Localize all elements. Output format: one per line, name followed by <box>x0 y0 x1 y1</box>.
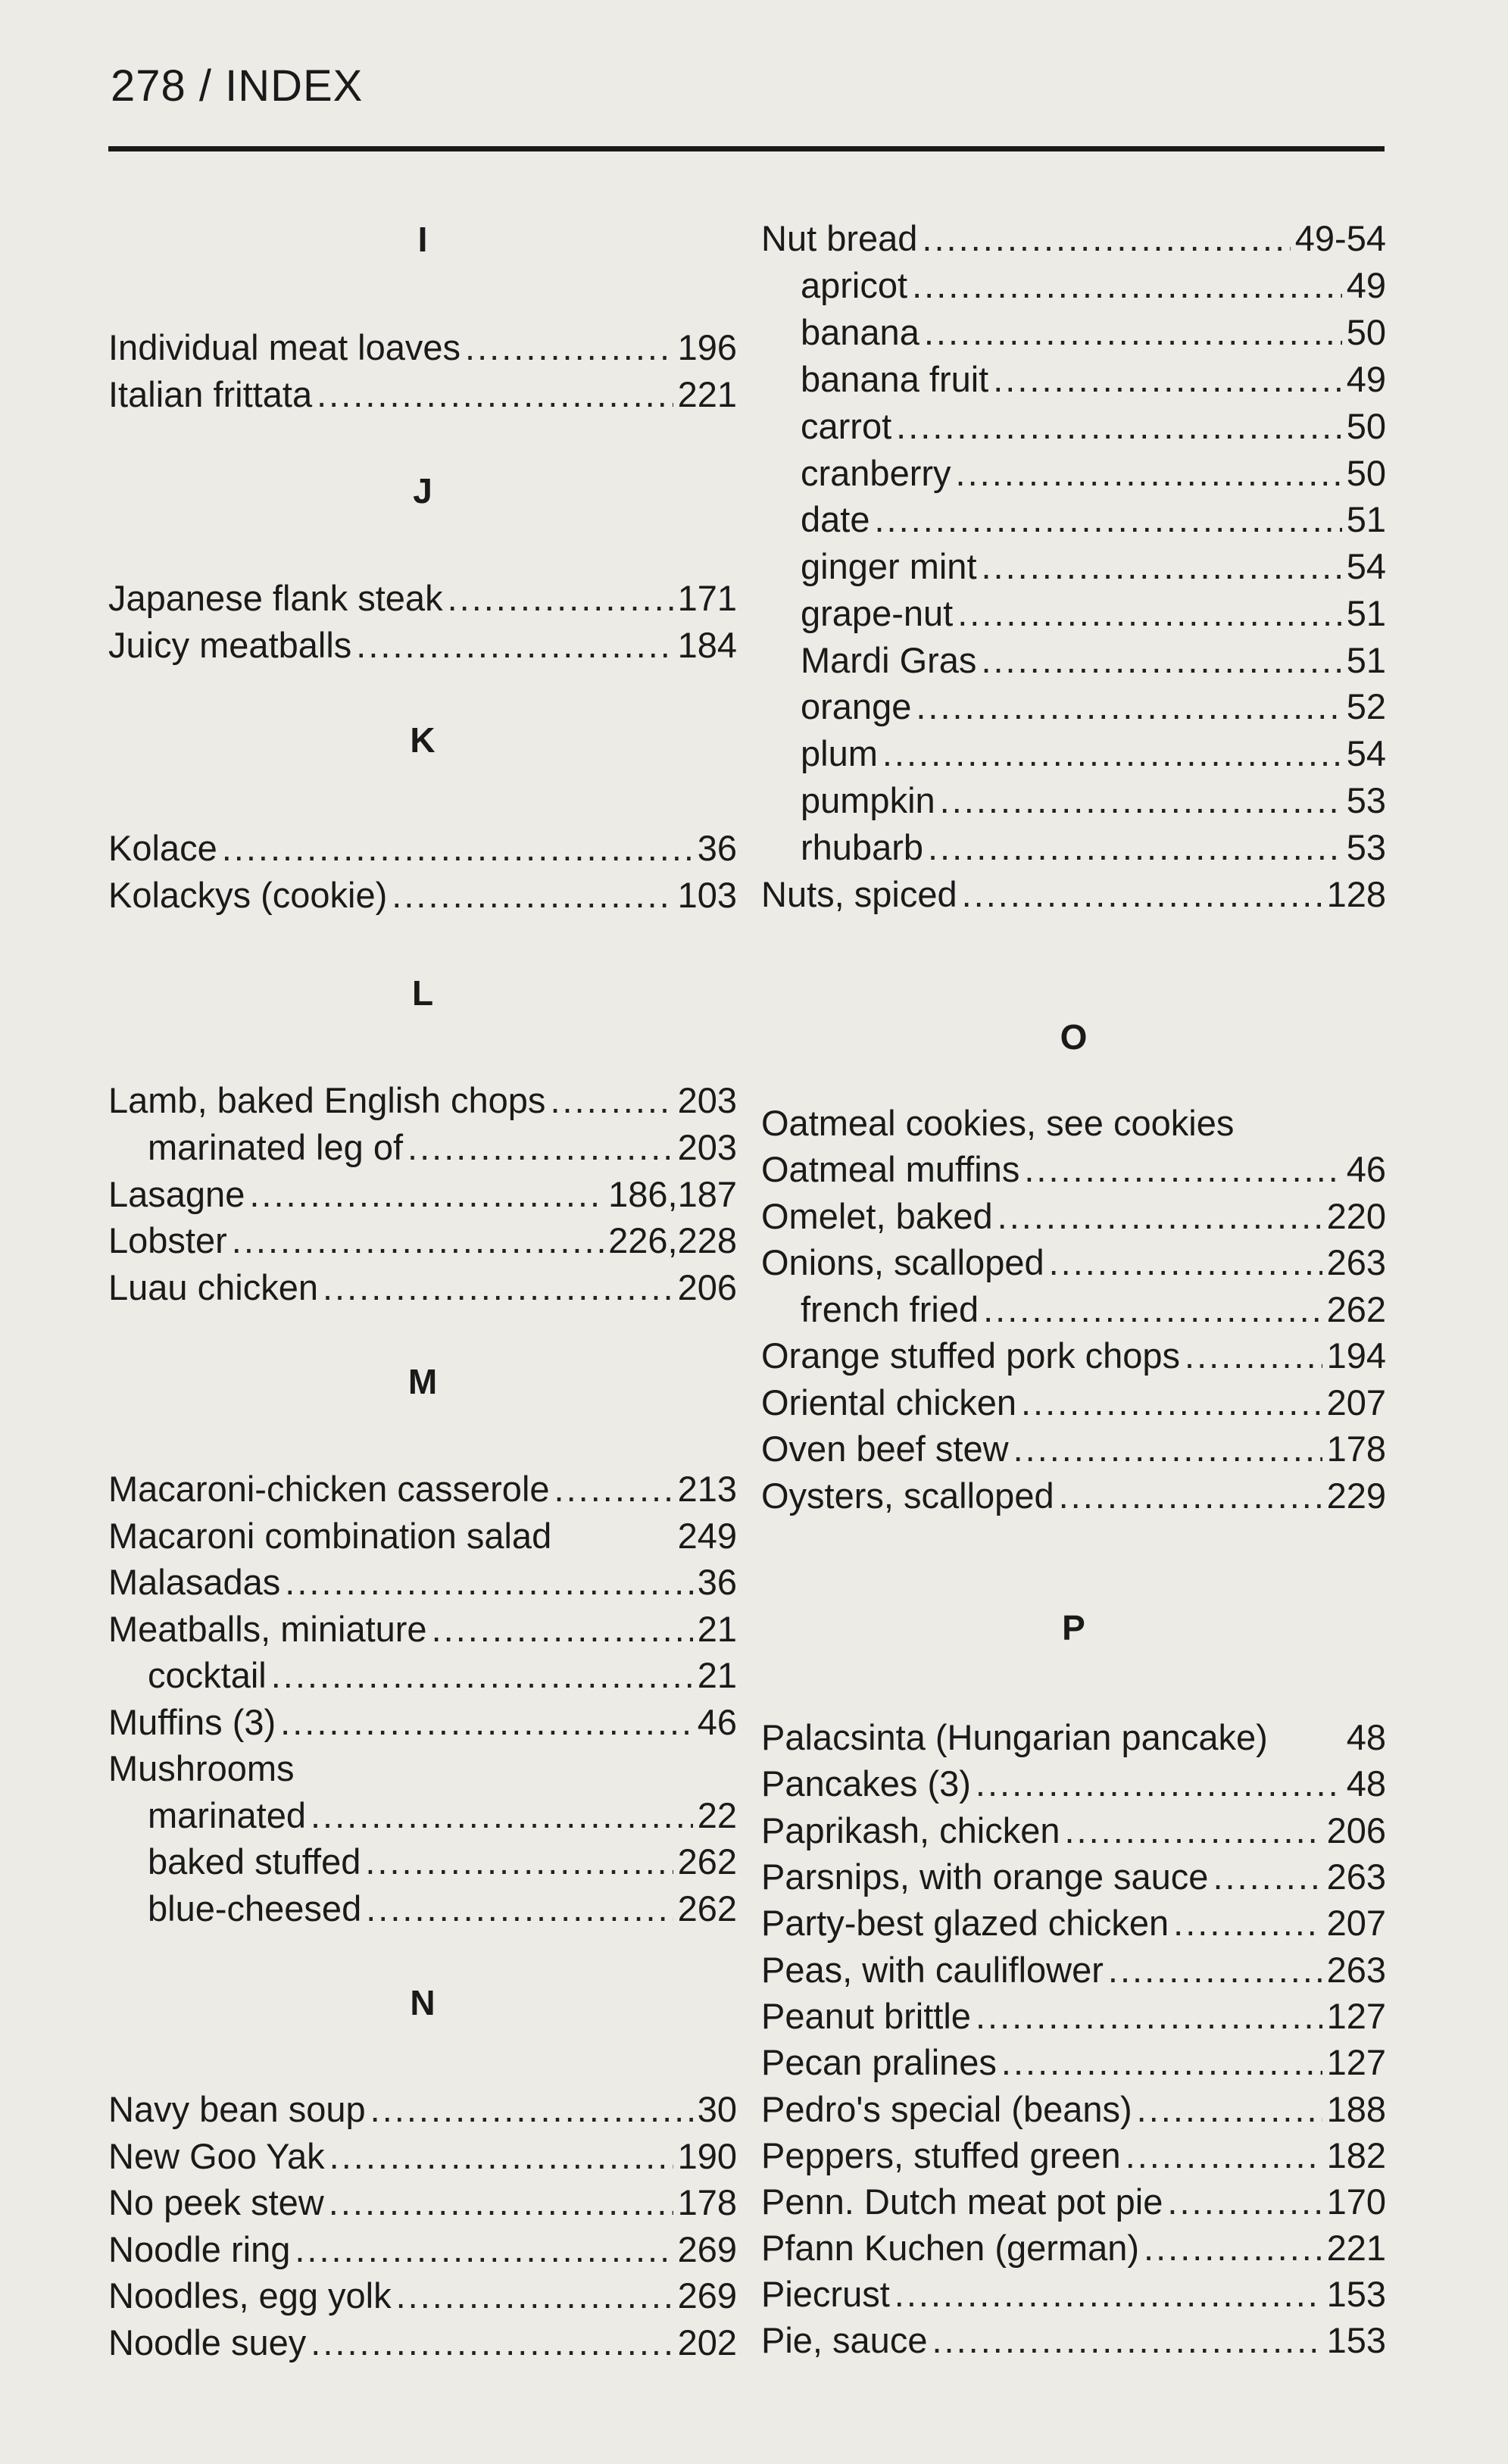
index-entry: Nut bread ..... 49-54 <box>761 215 1386 262</box>
index-entry: Peanut brittle ..... 127 <box>761 1993 1386 2040</box>
section-letter-l: L <box>411 973 434 1013</box>
index-entry: Noodles, egg yolk ..... 269 <box>108 2272 737 2319</box>
index-entry: Orange stuffed pork chops ..... 194 <box>761 1332 1386 1379</box>
index-entry: Oysters, scalloped ..... 229 <box>761 1472 1386 1519</box>
page-header: 278 / INDEX <box>111 61 364 111</box>
index-subentry: cranberry ..... 50 <box>761 450 1386 497</box>
index-subentry: banana fruit ..... 49 <box>761 356 1386 403</box>
index-entry: Peppers, stuffed green ..... 182 <box>761 2132 1386 2179</box>
index-entry: Lasagne ..... 186,187 <box>108 1171 737 1218</box>
index-entry: Pie, sauce ..... 153 <box>761 2317 1386 2364</box>
index-entry: Pfann Kuchen (german) ..... 221 <box>761 2225 1386 2272</box>
index-subentry: ginger mint ..... 54 <box>761 543 1386 590</box>
index-subentry: blue-cheesed ..... 262 <box>108 1885 737 1932</box>
index-subentry: marinated ..... 22 <box>108 1792 737 1839</box>
index-entry: Oriental chicken ..... 207 <box>761 1379 1386 1426</box>
index-entry: Japanese flank steak ..... 171 <box>108 575 737 622</box>
index-entry: Peas, with cauliflower ..... 263 <box>761 1947 1386 1994</box>
index-entry: Penn. Dutch meat pot pie ..... 170 <box>761 2178 1386 2225</box>
index-entry: Party-best glazed chicken ..... 207 <box>761 1900 1386 1947</box>
index-entry: Kolace ..... 36 <box>108 825 737 872</box>
index-entry: Macaroni combination salad 249 <box>108 1516 737 1556</box>
section-letter-o: O <box>1060 1017 1088 1057</box>
index-entry: Muffins (3) ..... 46 <box>108 1699 737 1746</box>
index-subentry: cocktail ..... 21 <box>108 1652 737 1699</box>
section-letter-i: I <box>417 220 428 259</box>
index-entry: Macaroni-chicken casserole ..... 213 <box>108 1466 737 1513</box>
index-subentry: rhubarb ..... 53 <box>761 824 1386 871</box>
section-letter-m: M <box>407 1362 438 1401</box>
index-subentry: grape-nut ..... 51 <box>761 590 1386 637</box>
index-entry: Oatmeal muffins ..... 46 <box>761 1146 1386 1193</box>
index-entry: Noodle ring ..... 269 <box>108 2226 737 2273</box>
index-subentry: marinated leg of ..... 203 <box>108 1124 737 1171</box>
index-entry: No peek stew ..... 178 <box>108 2179 737 2226</box>
index-entry: Piecrust ..... 153 <box>761 2271 1386 2318</box>
index-entry: Omelet, baked ..... 220 <box>761 1193 1386 1240</box>
index-subentry: baked stuffed ..... 262 <box>108 1838 737 1885</box>
index-subentry: apricot ..... 49 <box>761 262 1386 309</box>
index-entry: Noodle suey ..... 202 <box>108 2319 737 2366</box>
index-entry: Paprikash, chicken ..... 206 <box>761 1807 1386 1854</box>
right-index-column <box>761 0 1386 2464</box>
index-subentry: date ..... 51 <box>761 496 1386 543</box>
index-entry: Mushrooms <box>108 1748 295 1788</box>
index-entry: Meatballs, miniature ..... 21 <box>108 1606 737 1653</box>
index-entry: Lamb, baked English chops ..... 203 <box>108 1077 737 1124</box>
index-entry: Parsnips, with orange sauce ..... 263 <box>761 1853 1386 1900</box>
index-entry: Palacsinta (Hungarian pancake) 48 <box>761 1717 1386 1757</box>
index-entry: Onions, scalloped ..... 263 <box>761 1239 1386 1286</box>
index-entry: Pedro's special (beans) ..... 188 <box>761 2086 1386 2133</box>
index-subentry: orange ..... 52 <box>761 683 1386 730</box>
index-entry: Oven beef stew ..... 178 <box>761 1426 1386 1472</box>
index-entry: Oatmeal cookies, see cookies <box>761 1103 1235 1143</box>
section-letter-p: P <box>1062 1608 1085 1647</box>
index-subentry: carrot ..... 50 <box>761 403 1386 450</box>
index-entry: Juicy meatballs ..... 184 <box>108 622 737 669</box>
index-subentry: banana ..... 50 <box>761 309 1386 356</box>
index-subentry: pumpkin ..... 53 <box>761 777 1386 824</box>
index-subentry: french fried ..... 262 <box>761 1286 1386 1333</box>
index-entry: Luau chicken ..... 206 <box>108 1264 737 1311</box>
index-subentry: Mardi Gras ..... 51 <box>761 637 1386 684</box>
index-entry: Malasadas ..... 36 <box>108 1559 737 1606</box>
section-letter-k: K <box>410 720 436 760</box>
index-entry: Kolackys (cookie) ..... 103 <box>108 872 737 919</box>
index-entry: Navy bean soup ..... 30 <box>108 2086 737 2133</box>
index-entry: Italian frittata ..... 221 <box>108 371 737 418</box>
index-entry: Pecan pralines ..... 127 <box>761 2039 1386 2086</box>
index-entry: Individual meat loaves ..... 196 <box>108 324 737 371</box>
index-entry: Nuts, spiced ..... 128 <box>761 871 1386 918</box>
index-subentry: plum ..... 54 <box>761 730 1386 777</box>
left-index-column <box>108 0 737 2464</box>
section-letter-n: N <box>410 1983 436 2022</box>
section-letter-j: J <box>413 471 432 511</box>
index-entry: Lobster ..... 226,228 <box>108 1217 737 1264</box>
index-entry: New Goo Yak ..... 190 <box>108 2133 737 2180</box>
index-entry: Pancakes (3) ..... 48 <box>761 1760 1386 1807</box>
